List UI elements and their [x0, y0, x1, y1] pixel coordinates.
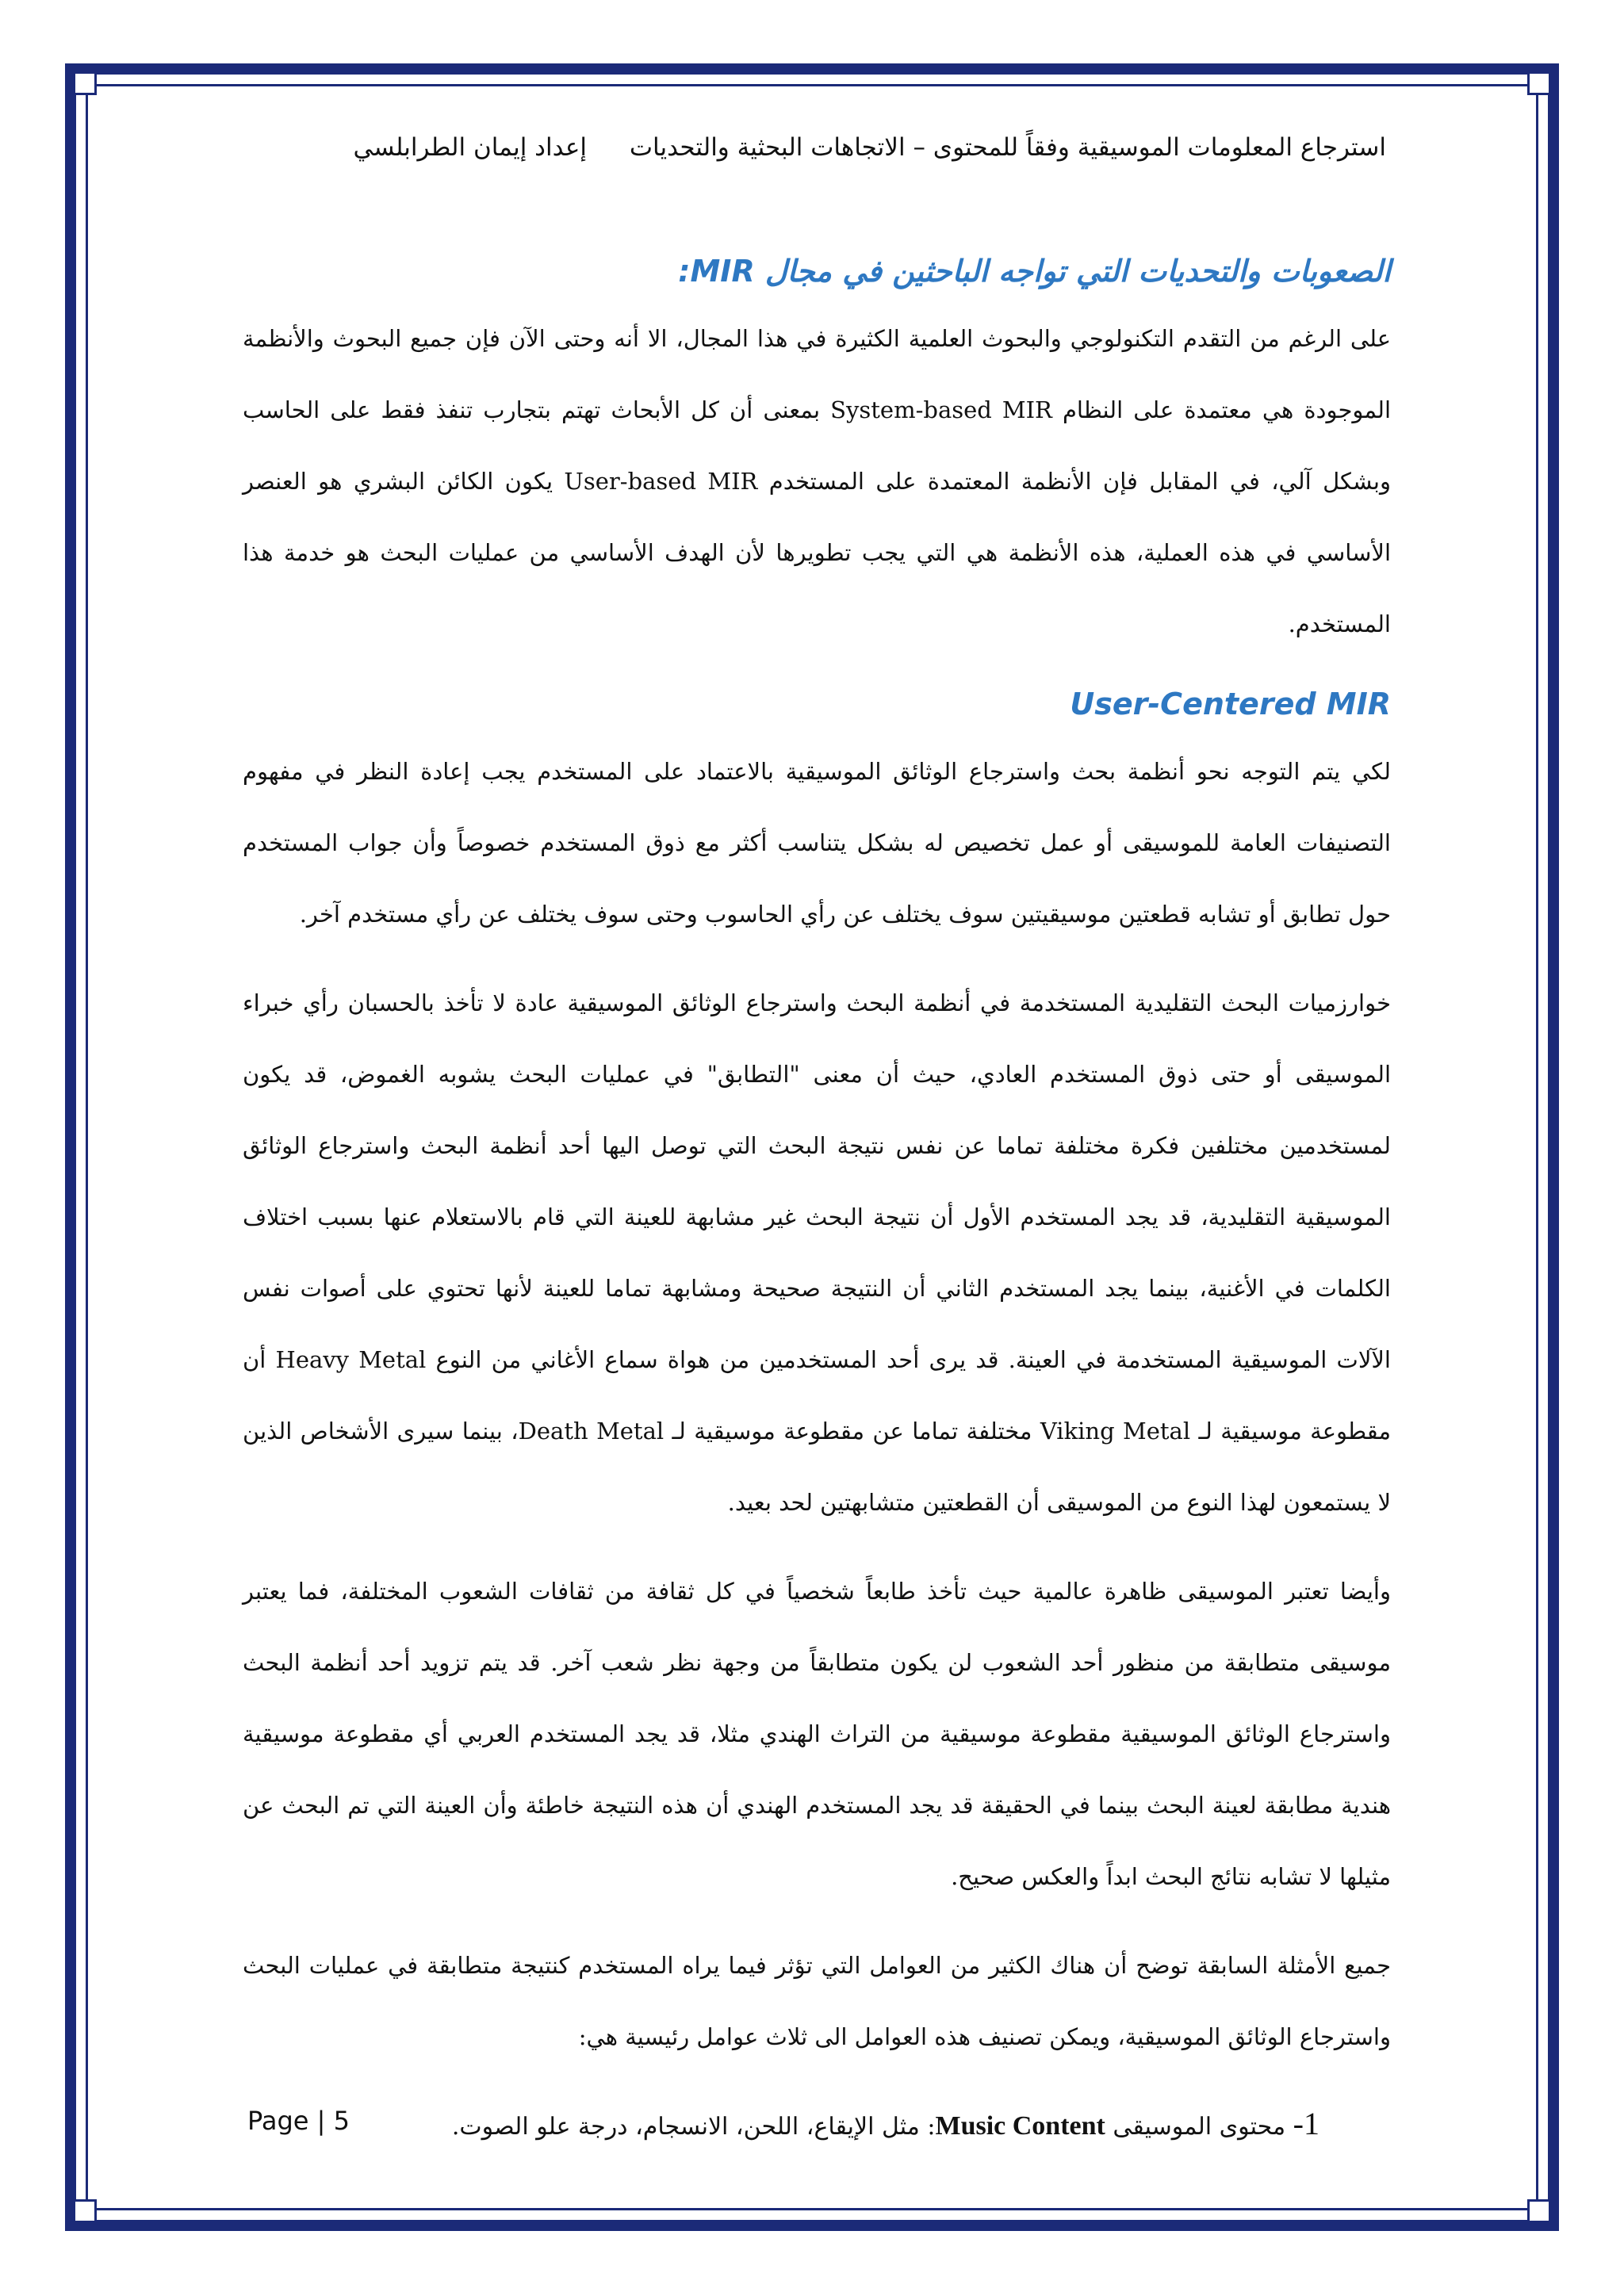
list-item-term: Music Content [935, 2111, 1105, 2141]
list-item-text: : مثل الإيقاع، اللحن، الانسجام، درجة علو الصوت. [451, 2113, 936, 2141]
page-number: Page | 5 [247, 2106, 350, 2136]
body-paragraph: خوارزميات البحث التقليدية المستخدمة في أنظمة البحث واسترجاع الوثائق الموسيقية عادة لا تأخذ بالحسبان رأي خبراء الموسيقى أو حتى ذوق المستخدم العادي، حيث أن معنى "التطابق" في عمليات البحث يشوبه الغموض، قد يكون لمستخدمين مختلفين فكرة مختلفة تماما عن نفس نتيجة البحث التي توصل اليها أحد أنظمة البحث واسترجاع الوثائق الموسيقية التقليدية، قد يجد المستخدم الأول أن نتيجة البحث غير مشابهة للعينة التي قام بالاستعلام عنها بسبب اختلاف الكلمات في الأغنية، بينما يجد المستخدم الثاني أن النتيجة صحيحة ومشابهة تماما للعينة لأنها تحتوي على أصوات نفس الآلات الموسيقية المستخدمة في العينة. قد يرى أحد المستخدمين من هواة سماع الأغاني من النوع Heavy Metal أن مقطوعة موسيقية لـ Viking Metal مختلفة تماما عن مقطوعة موسيقية لـ Death Metal، بينما سيرى الأشخاص الذين لا يستمعون لهذا النوع من الموسيقى أن القطعتين متشابهتين لحد بعيد. [243, 989, 1391, 1516]
list-item-label: محتوى الموسيقى [1113, 2113, 1286, 2141]
border-corner-ornament [1527, 2199, 1551, 2223]
list-item-number: 1- [1293, 2106, 1320, 2141]
border-corner-ornament [73, 2199, 97, 2223]
border-corner-ornament [1527, 71, 1551, 95]
body-paragraph: على الرغم من التقدم التكنولوجي والبحوث العلمية الكثيرة في هذا المجال، الا أنه وحتى الآن فإن جميع البحوث والأنظمة الموجودة هي معتمدة على النظام System-based MIR بمعنى أن كل الأبحاث تهتم بتجارب تنفذ فقط على الحاسب وبشكل آلي، في المقابل فإن الأنظمة المعتمدة على المستخدم User-based MIR يكون الكائن البشري هو العنصر الأساسي في هذه العملية، هذه الأنظمة هي التي يجب تطويرها لأن الهدف الأساسي من عمليات البحث هو خدمة هذا المستخدم. [243, 325, 1392, 637]
body-paragraph: لكي يتم التوجه نحو أنظمة بحث واسترجاع الوثائق الموسيقية بالاعتماد على المستخدم يجب إعادة النظر في مفهوم التصنيفات العامة للموسيقى أو عمل تخصيص له بشكل يتناسب أكثر مع ذوق المستخدم خصوصاً وأن جواب المستخدم حول تطابق أو تشابه قطعتين موسيقيتين سوف يختلف عن رأي الحاسوب وحتى سوف يختلف عن رأي مستخدم آخر. [243, 758, 1391, 928]
running-header [238, 133, 1386, 162]
section-heading: User-Centered MIR [1070, 687, 1391, 721]
header-author: إعداد إيمان الطرابلسي [353, 133, 587, 162]
section-heading: الصعوبات والتحديات التي تواجه الباحثين في مجال MIR: [678, 254, 1391, 289]
body-paragraph: وأيضا تعتبر الموسيقى ظاهرة عالمية حيث تأخذ طابعاً شخصياً في كل ثقافة من ثقافات الشعوب المختلفة، فما يعتبر موسيقى متطابقة من منظور أحد الشعوب لن يكون متطابقاً من وجهة نظر شعب آخر. قد يتم تزويد أحد أنظمة البحث واسترجاع الوثائق الموسيقية مقطوعة موسيقية من التراث الهندي مثلا، قد يجد المستخدم العربي أي مقطوعة موسيقية هندية مطابقة لعينة البحث بينما في الحقيقة قد يجد المستخدم الهندي أن هذه النتيجة خاطئة وأن العينة التي تم البحث عن مثيلها لا تشابه نتائج البحث ابداً والعكس صحيح. [243, 1578, 1391, 1890]
body-paragraph: جميع الأمثلة السابقة توضح أن هناك الكثير من العوامل التي تؤثر فيما يراه المستخدم كنتيجة متطابقة في عمليات البحث واسترجاع الوثائق الموسيقية، ويمكن تصنيف هذه العوامل الى ثلاث عوامل رئيسية هي: [243, 1952, 1391, 2050]
border-corner-ornament [73, 71, 97, 95]
list-item [243, 2096, 1391, 2155]
header-title: استرجاع المعلومات الموسيقية وفقاً للمحتوى – الاتجاهات البحثية والتحديات [629, 133, 1386, 162]
document-body [243, 254, 1391, 2155]
